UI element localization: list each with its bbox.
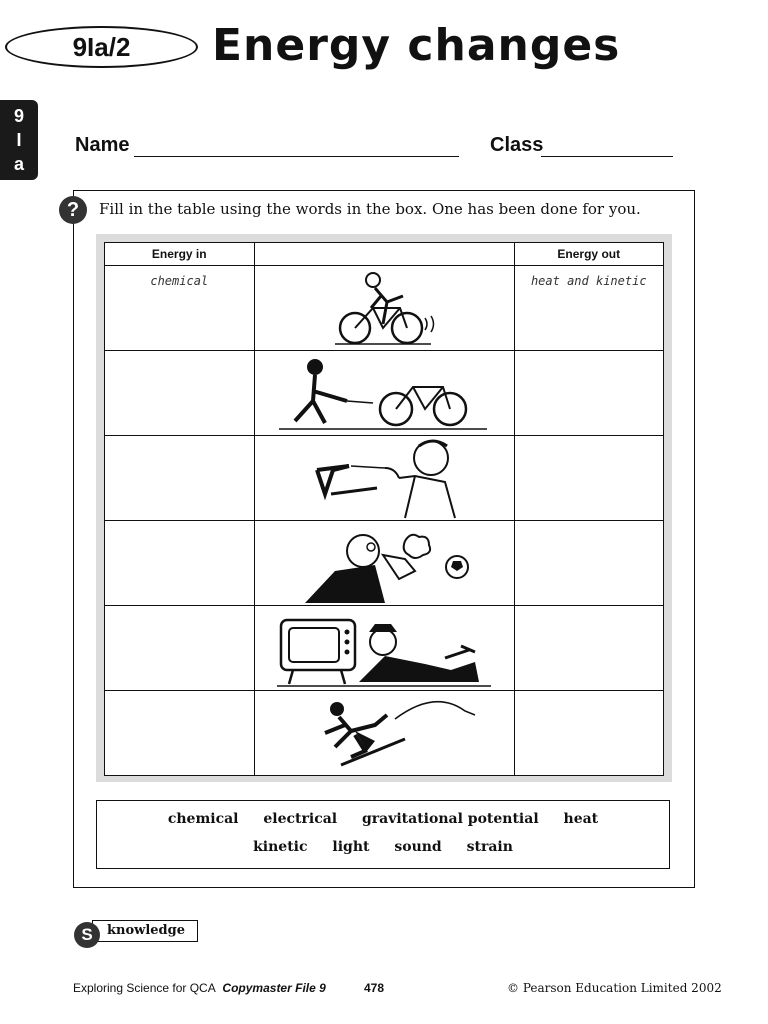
worksheet-code: 9Ia/2	[5, 26, 198, 68]
header-energy-out: Energy out	[514, 243, 663, 266]
footer-file: Copymaster File 9	[222, 981, 326, 995]
word: light	[332, 839, 370, 855]
instruction-text: Fill in the table using the words in the box. One has been done for you.	[99, 200, 641, 218]
side-tab-char: a	[13, 154, 24, 174]
copyright: © Pearson Education Limited 2002	[507, 981, 722, 995]
picture-cell	[254, 606, 514, 691]
name-field[interactable]	[134, 156, 459, 157]
energy-out-answer: heat and kinetic	[530, 274, 647, 288]
page-number: 478	[364, 981, 385, 995]
energy-out-cell[interactable]	[514, 351, 663, 436]
picture-cell	[254, 436, 514, 521]
side-tab-char: I	[16, 130, 22, 150]
energy-in-cell[interactable]	[105, 606, 255, 691]
energy-in-answer: chemical	[150, 274, 209, 288]
question-icon: ?	[59, 196, 87, 224]
word: sound	[394, 839, 442, 855]
picture-cell	[254, 691, 514, 776]
energy-table	[104, 242, 664, 776]
word: gravitational potential	[361, 811, 539, 827]
table-row	[105, 606, 664, 691]
picture-cell	[254, 521, 514, 606]
energy-in-cell[interactable]	[105, 266, 255, 351]
energy-out-cell[interactable]	[514, 436, 663, 521]
table-row	[105, 436, 664, 521]
header-energy-in: Energy in	[105, 243, 255, 266]
table-header-row	[105, 243, 664, 266]
energy-in-cell[interactable]	[105, 351, 255, 436]
picture-cell	[254, 351, 514, 436]
energy-out-cell[interactable]	[514, 691, 663, 776]
pump-bicycle-icon	[255, 351, 514, 435]
class-field[interactable]	[541, 156, 673, 157]
energy-out-cell[interactable]	[514, 606, 663, 691]
cyclist-icon	[255, 266, 514, 350]
page-title: Energy changes	[212, 20, 621, 71]
skier-icon	[255, 691, 514, 775]
table-row	[105, 351, 664, 436]
knowledge-label: knowledge	[92, 920, 198, 942]
footer-series	[73, 981, 326, 995]
side-tab	[0, 100, 38, 180]
word-row	[97, 811, 669, 827]
energy-in-cell[interactable]	[105, 436, 255, 521]
word-row	[97, 839, 669, 855]
man-ball-icon	[255, 521, 514, 605]
word: kinetic	[253, 839, 308, 855]
table-row	[105, 266, 664, 351]
television-icon	[255, 606, 514, 690]
energy-in-cell[interactable]	[105, 691, 255, 776]
catapult-icon	[255, 436, 514, 520]
energy-out-cell[interactable]	[514, 266, 663, 351]
header-picture	[254, 243, 514, 266]
word: heat	[563, 811, 599, 827]
footer-series-text: Exploring Science for QCA	[73, 981, 216, 995]
word: chemical	[167, 811, 239, 827]
energy-in-cell[interactable]	[105, 521, 255, 606]
energy-out-cell[interactable]	[514, 521, 663, 606]
word-box	[96, 800, 670, 869]
table-row	[105, 521, 664, 606]
class-label: Class	[490, 134, 544, 156]
table-row	[105, 691, 664, 776]
word: strain	[466, 839, 513, 855]
name-label: Name	[75, 134, 130, 156]
side-tab-char: 9	[13, 106, 24, 126]
skill-icon: S	[74, 922, 100, 948]
picture-cell	[254, 266, 514, 351]
word: electrical	[263, 811, 338, 827]
